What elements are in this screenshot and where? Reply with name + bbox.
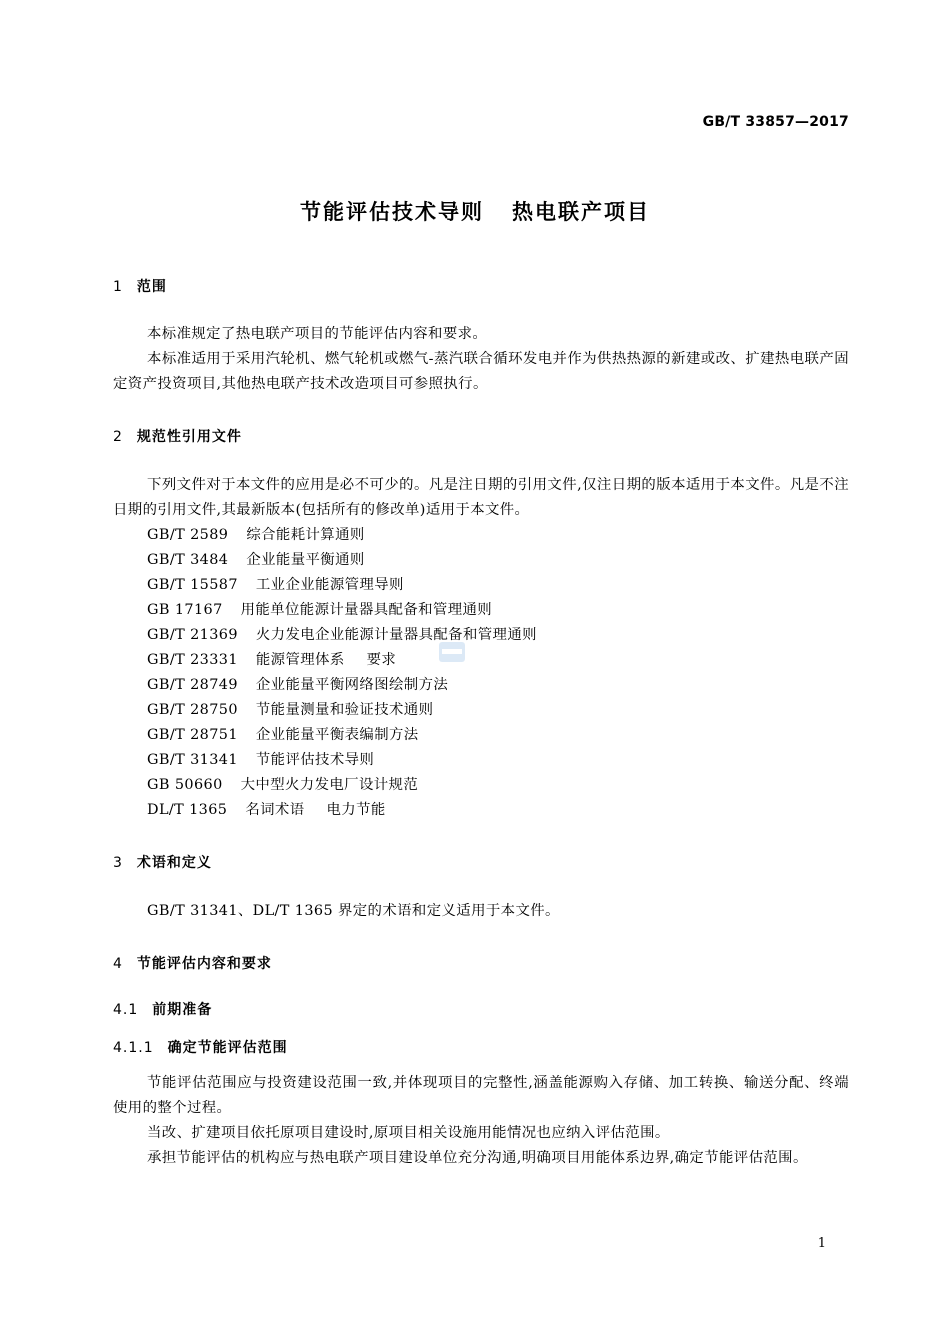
section-2-heading (113, 426, 242, 446)
section-title: 前期准备 (152, 1002, 213, 1018)
section-4-1-1-paragraph-3: 承担节能评估的机构应与热电联产项目建设单位充分沟通,明确项目用能体系边界,确定节能评估范围。 (147, 1150, 808, 1166)
section-number: 4.1 (113, 1002, 139, 1018)
page-number: 1 (817, 1236, 826, 1251)
reference-item: GB/T 21369 火力发电企业能源计量器具配备和管理通则 (147, 627, 537, 643)
reference-item: GB/T 28749 企业能量平衡网络图绘制方法 (147, 677, 449, 693)
section-1-heading (113, 276, 167, 296)
section-4-1-1-paragraph-2: 当改、扩建项目依托原项目建设时,原项目相关设施用能情况也应纳入评估范围。 (147, 1125, 670, 1141)
reference-item: GB 17167 用能单位能源计量器具配备和管理通则 (147, 602, 493, 618)
section-number: 3 (113, 855, 123, 871)
reference-item: GB/T 15587 工业企业能源管理导则 (147, 577, 404, 593)
section-4-1-heading (113, 999, 212, 1019)
section-4-heading (113, 953, 272, 973)
reference-item: GB/T 2589 综合能耗计算通则 (147, 527, 365, 543)
section-title: 范围 (136, 279, 167, 295)
section-number: 4.1.1 (113, 1040, 154, 1056)
section-title: 规范性引用文件 (136, 429, 242, 445)
document-title (0, 196, 950, 226)
watermark-logo-icon (438, 640, 466, 664)
title-part-1: 节能评估技术导则 (300, 200, 484, 224)
section-1-paragraph-2: 本标准适用于采用汽轮机、燃气轮机或燃气-蒸汽联合循环发电并作为供热热源的新建或改、扩建热电联产固定资产投资项目,其他热电联产技术改造项目可参照执行。 (113, 351, 849, 392)
reference-item: GB/T 3484 企业能量平衡通则 (147, 552, 365, 568)
section-title: 术语和定义 (136, 855, 212, 871)
reference-item: GB/T 28751 企业能量平衡表编制方法 (147, 727, 419, 743)
section-number: 1 (113, 279, 123, 295)
section-3-heading (113, 852, 212, 872)
reference-item: GB/T 31341 节能评估技术导则 (147, 752, 375, 768)
section-2-paragraph-1: 下列文件对于本文件的应用是必不可少的。凡是注日期的引用文件,仅注日期的版本适用于本文件。凡是不注日期的引用文件,其最新版本(包括所有的修改单)适用于本文件。 (113, 477, 849, 518)
section-title: 确定节能评估范围 (167, 1040, 288, 1056)
section-4-1-1-heading (113, 1037, 288, 1057)
reference-item: GB/T 28750 节能量测量和验证技术通则 (147, 702, 434, 718)
section-4-1-1-paragraph-1: 节能评估范围应与投资建设范围一致,并体现项目的完整性,涵盖能源购入存储、加工转换、输送分配、终端使用的整个过程。 (113, 1075, 849, 1116)
section-title: 节能评估内容和要求 (136, 956, 272, 972)
title-part-2: 热电联产项目 (512, 200, 650, 224)
section-number: 2 (113, 429, 123, 445)
standard-code: GB/T 33857—2017 (702, 114, 849, 130)
reference-item: DL/T 1365 名词术语 电力节能 (147, 802, 386, 818)
section-1-paragraph-1: 本标准规定了热电联产项目的节能评估内容和要求。 (147, 326, 488, 342)
section-3-paragraph-1: GB/T 31341、DL/T 1365 界定的术语和定义适用于本文件。 (147, 903, 560, 919)
section-number: 4 (113, 956, 123, 972)
reference-item: GB/T 23331 能源管理体系 要求 (147, 652, 397, 668)
reference-item: GB 50660 大中型火力发电厂设计规范 (147, 777, 419, 793)
